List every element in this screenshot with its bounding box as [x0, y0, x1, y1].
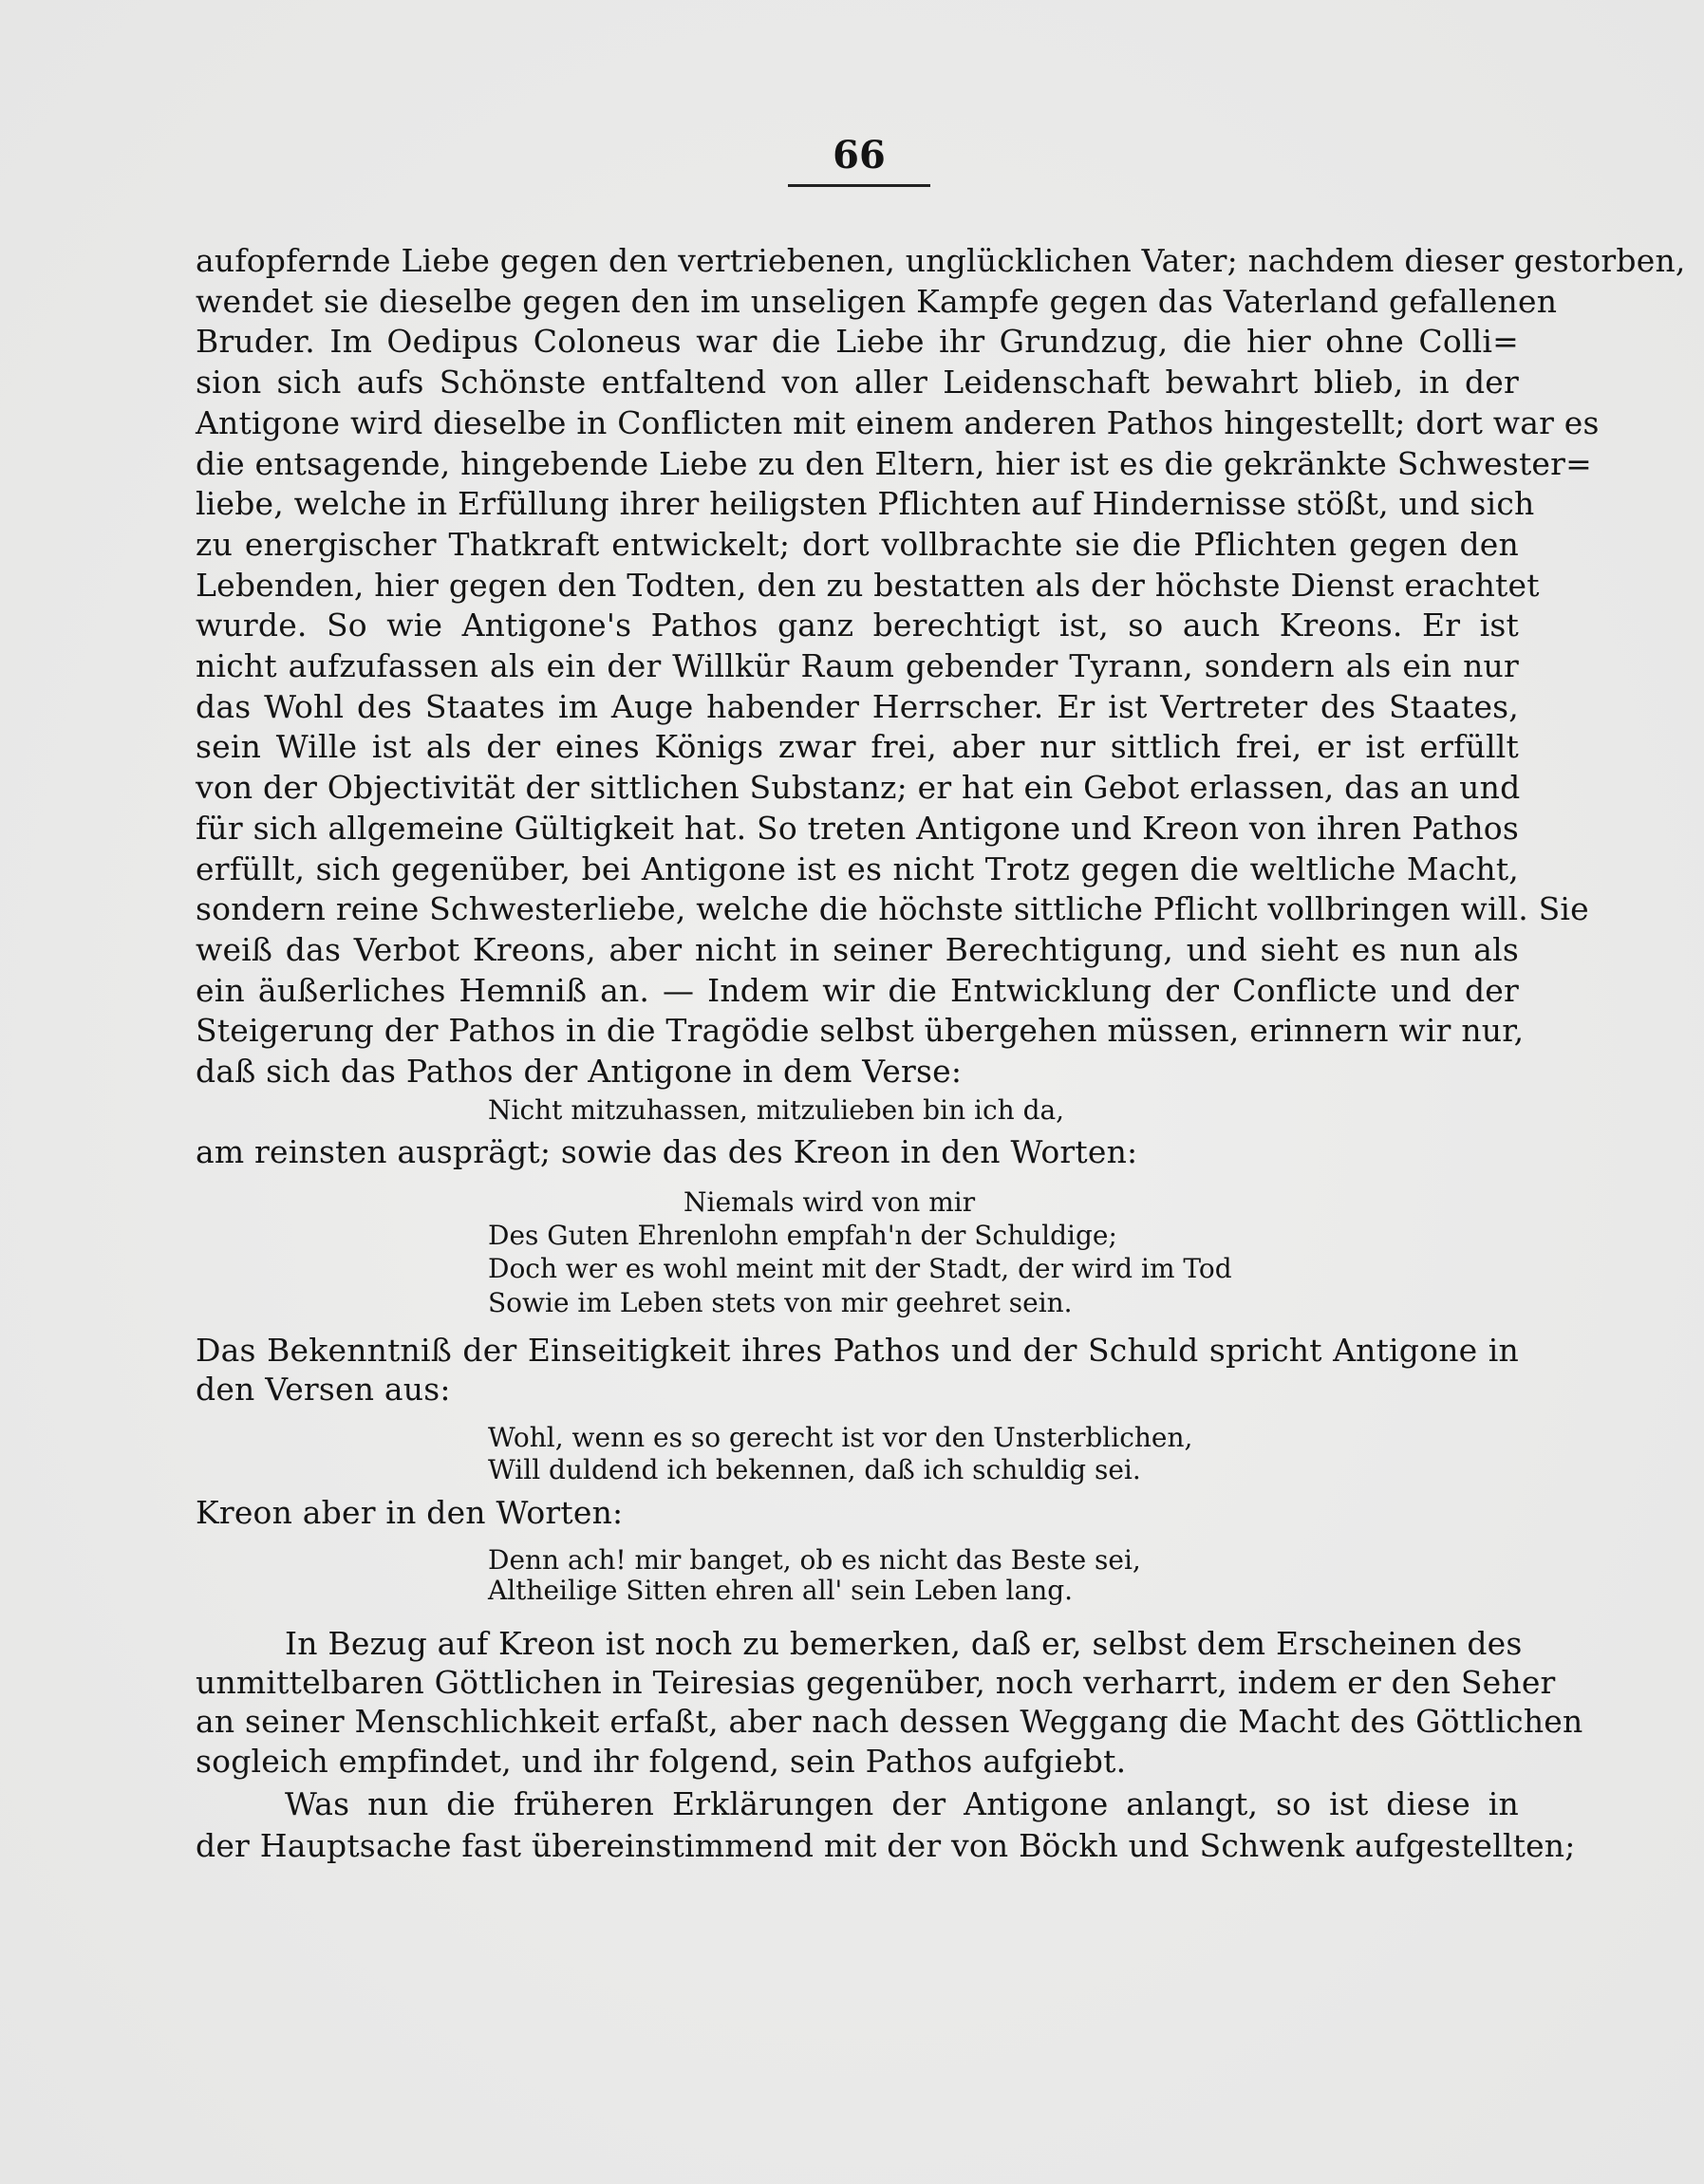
verse-line: Nicht mitzuhassen, mitzulieben bin ich da, — [488, 1094, 1065, 1126]
text-line: an seiner Menschlichkeit erfaßt, aber nach dessen Weggang die Macht des Göttlichen — [196, 1703, 1583, 1740]
text-line: Antigone wird dieselbe in Conflicten mit einem anderen Pathos hingestellt; dort war es — [196, 404, 1600, 441]
text-line: erfüllt, sich gegenüber, bei Antigone ist es nicht Trotz gegen die weltliche Macht, — [196, 850, 1519, 887]
text-line: am reinsten ausprägt; sowie das des Kreon in den Worten: — [196, 1133, 1138, 1170]
text-line: liebe, welche in Erfüllung ihrer heiligsten Pflichten auf Hindernisse stößt, und sich — [196, 485, 1535, 522]
header-rule — [788, 184, 930, 187]
verse-line: Doch wer es wohl meint mit der Stadt, der wird im Tod — [488, 1253, 1232, 1284]
text-line: zu energischer Thatkraft entwickelt; dort vollbrachte sie die Pflichten gegen den — [196, 526, 1519, 563]
verse-line: Des Guten Ehrenlohn empfah'n der Schuldige; — [488, 1220, 1117, 1251]
text-line: Lebenden, hier gegen den Todten, den zu bestatten als der höchste Dienst erachtet — [196, 567, 1540, 604]
text-line: wendet sie dieselbe gegen den im unseligen Kampfe gegen das Vaterland gefallenen — [196, 283, 1558, 320]
text-line: sion sich aufs Schönste entfaltend von aller Leidenschaft bewahrt blieb, in der — [196, 364, 1519, 401]
text-line: Steigerung der Pathos in die Tragödie selbst übergehen müssen, erinnern wir nur, — [196, 1012, 1525, 1049]
text-line: für sich allgemeine Gültigkeit hat. So treten Antigone und Kreon von ihren Pathos — [196, 810, 1519, 847]
verse-line: Sowie im Leben stets von mir geehret sein. — [488, 1287, 1073, 1318]
text-line: nicht aufzufassen als ein der Willkür Raum gebender Tyrann, sondern als ein nur — [196, 647, 1519, 684]
verse-line: Denn ach! mir banget, ob es nicht das Beste sei, — [488, 1544, 1141, 1576]
text-line: die entsagende, hingebende Liebe zu den Eltern, hier ist es die gekränkte Schwester= — [196, 445, 1592, 482]
page-number: 66 — [833, 133, 886, 177]
text-line: Das Bekenntniß der Einseitigkeit ihres Pathos und der Schuld spricht Antigone in — [196, 1332, 1519, 1369]
text-line: sein Wille ist als der eines Königs zwar frei, aber nur sittlich frei, er ist erfüllt — [196, 728, 1519, 765]
text-line: der Hauptsache fast übereinstimmend mit der von Böckh und Schwenk aufgestellten; — [196, 1827, 1576, 1864]
text-line: das Wohl des Staates im Auge habender Herrscher. Er ist Vertreter des Staates, — [196, 688, 1519, 725]
text-line: Kreon aber in den Worten: — [196, 1494, 624, 1531]
verse-line: Altheilige Sitten ehren all' sein Leben lang. — [488, 1575, 1074, 1606]
verse-line: Will duldend ich bekennen, daß ich schuldig sei. — [488, 1454, 1141, 1485]
text-line: unmittelbaren Göttlichen in Teiresias gegenüber, noch verharrt, indem er den Seher — [196, 1664, 1556, 1701]
text-line: den Versen aus: — [196, 1371, 451, 1408]
text-line: daß sich das Pathos der Antigone in dem Verse: — [196, 1053, 963, 1090]
text-line: weiß das Verbot Kreons, aber nicht in seiner Berechtigung, und sieht es nun als — [196, 931, 1519, 968]
text-line: Was nun die früheren Erklärungen der Antigone anlangt, so ist diese in — [285, 1785, 1519, 1822]
text-line: sondern reine Schwesterliebe, welche die höchste sittliche Pflicht vollbringen will. Sie — [196, 890, 1589, 927]
text-line: sogleich empfindet, und ihr folgend, sein Pathos aufgiebt. — [196, 1743, 1127, 1780]
text-line: In Bezug auf Kreon ist noch zu bemerken, daß er, selbst dem Erscheinen des — [285, 1625, 1523, 1662]
text-line: ein äußerliches Hemniß an. — Indem wir die Entwicklung der Conflicte und der — [196, 972, 1519, 1009]
text-line: Bruder. Im Oedipus Coloneus war die Liebe ihr Grundzug, die hier ohne Colli= — [196, 323, 1519, 360]
text-line: von der Objectivität der sittlichen Substanz; er hat ein Gebot erlassen, das an und — [196, 769, 1521, 806]
verse-line: Wohl, wenn es so gerecht ist vor den Unsterblichen, — [488, 1422, 1193, 1453]
verse-line: Niemals wird von mir — [683, 1186, 976, 1218]
text-line: wurde. So wie Antigone's Pathos ganz berechtigt ist, so auch Kreons. Er ist — [196, 607, 1519, 644]
text-line: aufopfernde Liebe gegen den vertriebenen, unglücklichen Vater; nachdem dieser gestorben, — [196, 242, 1686, 279]
